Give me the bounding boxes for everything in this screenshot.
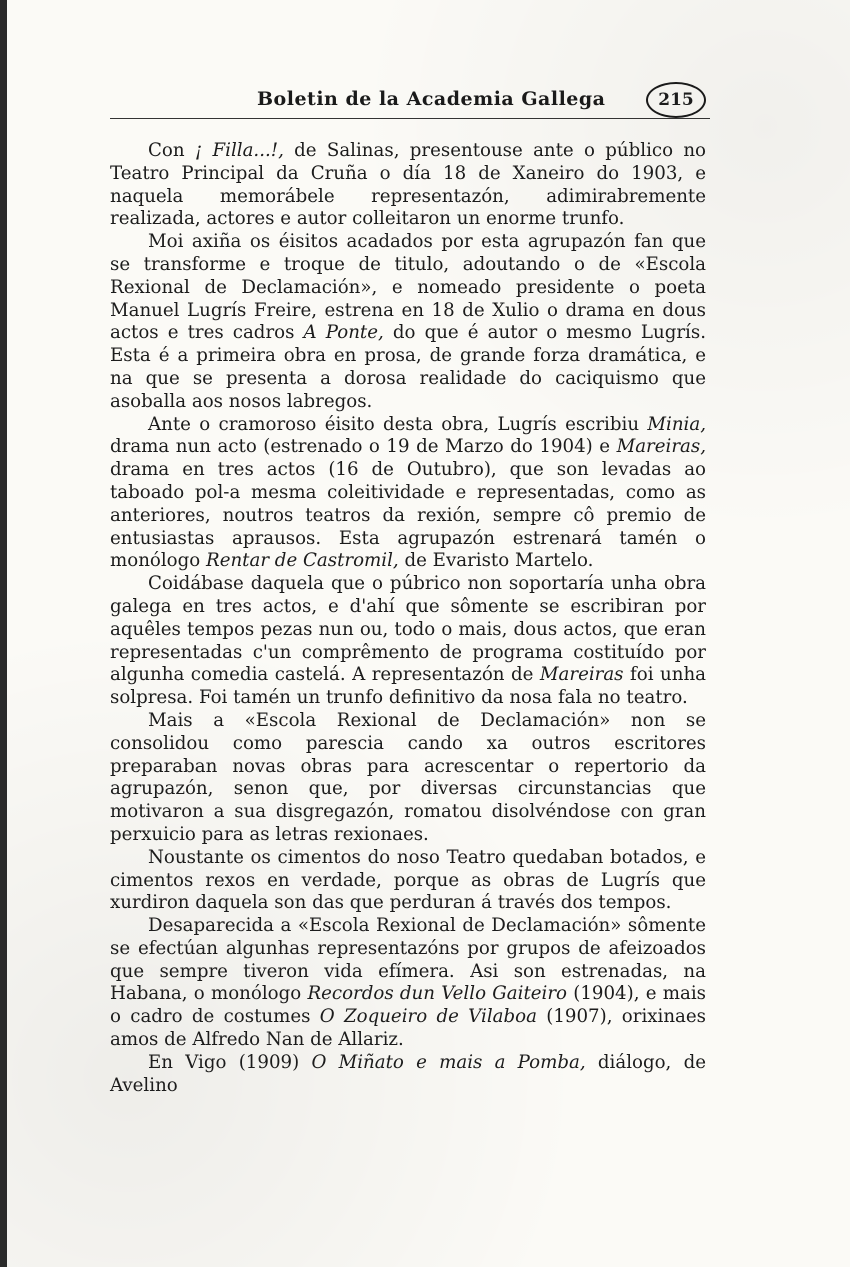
italic-title: A Ponte, [303, 322, 384, 344]
italic-title: Mareiras, [616, 436, 706, 458]
text-run: (1904), e mais o cadro de costumes [110, 983, 706, 1028]
text-run: Ante o cramoroso éisito desta obra, Lugrís escribiu [148, 413, 648, 435]
text-run: de Salinas, presentouse ante o público no Teatro Principal da Cruña o día 18 de Xaneiro do 1903, e naquela memorábele representazón, adimirabremente realizada, actores e autor colleitaron un enorme trunfo. [110, 140, 706, 230]
text-run: foi unha solpresa. Foi tamén un trunfo definitivo da nosa fala no teatro. [110, 664, 707, 709]
text-run: drama nun acto (estrenado o 19 de Marzo do 1904) e [110, 436, 617, 458]
text-run: do que é autor o mesmo Lugrís. Esta é a primeira obra en prosa, de grande forza dramática, e na que se presenta a dorosa realidade do caciquismo que asoballa aos nosos labregos. [110, 322, 706, 412]
text-run: Moi axiña os éisitos acadados por esta agrupazón fan que se transforme e troque de titulo, adoutando o de «Escola Rexional de Declamación», e nomeado presidente o poeta Manuel Lugrís Freire, estrena en 18 de Xulio o drama en dous actos e tres cadros [110, 231, 706, 344]
text-run: Coidábase daquela que o púbrico non soportaría unha obra galega en tres actos, e d'ahí que sômente se escribiran por aquêles tempos pezas nun ou, todo o mais, dous actos, que eran representadas c'un comprêmento de programa costituído por algunha comedia castelá. A representazón de [110, 573, 706, 686]
text-run: de Evaristo Martelo. [398, 550, 594, 572]
text-run: En Vigo (1909) [148, 1051, 312, 1073]
paragraph [110, 1052, 706, 1098]
paragraph [110, 573, 706, 710]
header-rule [110, 118, 710, 119]
page-binding-edge [0, 0, 7, 1267]
running-header [110, 82, 710, 118]
page-number: 215 [646, 82, 706, 118]
paragraph [110, 231, 706, 413]
italic-title: Rentar de Castromil, [206, 550, 399, 572]
italic-title: Recordos dun Vello Gaiteiro [307, 983, 567, 1005]
text-run: Desaparecida a «Escola Rexional de Declamación» sômente se efectúan algunhas representazóns por grupos de afeizoados que sempre tiveron vida efímera. Asi son estrenadas, na Habana, o monólogo [110, 915, 706, 1005]
text-run: (1907), orixinaes amos de Alfredo Nan de Allariz. [110, 1006, 706, 1051]
italic-title: O Miñato e mais a Pomba, [311, 1051, 586, 1073]
paragraph [110, 847, 706, 915]
paragraph [110, 140, 706, 231]
text-run: Mais a «Escola Rexional de Declamación» non se consolidou como parescia cando xa outros escritores preparaban novas obras para acrescentar o repertorio da agrupazón, senon que, por diversas circunstancias que motivaron a sua disgregazón, romatou disolvéndose con gran perxuicio para as letras rexionaes. [110, 709, 706, 845]
italic-title: O Zoqueiro de Vilaboa [319, 1006, 537, 1028]
italic-title: ¡ Filla...!, [194, 140, 284, 161]
italic-title: Mareiras [539, 664, 624, 686]
italic-title: Minia, [647, 413, 706, 435]
paragraph [110, 710, 706, 847]
text-run: drama en tres actos (16 de Outubro), que son levadas ao taboado pol-a mesma coleitividade e representadas, como as anteriores, noutros teatros da rexión, sempre cô premio de entusiastas aprausos. Esta agrupazón estrenará tamén o monólogo [110, 459, 706, 572]
journal-title: Boletin de la Academia Gallega [257, 88, 606, 110]
paragraph [110, 915, 706, 1052]
text-run: Con [148, 140, 195, 161]
text-run: Noustante os cimentos do noso Teatro quedaban botados, e cimentos rexos en verdade, porque as obras de Lugrís que xurdiron daquela son das que perduran á través dos tempos. [110, 846, 706, 914]
body-text [110, 140, 706, 1097]
paragraph [110, 414, 706, 574]
text-run: diálogo, de Avelino [110, 1051, 706, 1096]
